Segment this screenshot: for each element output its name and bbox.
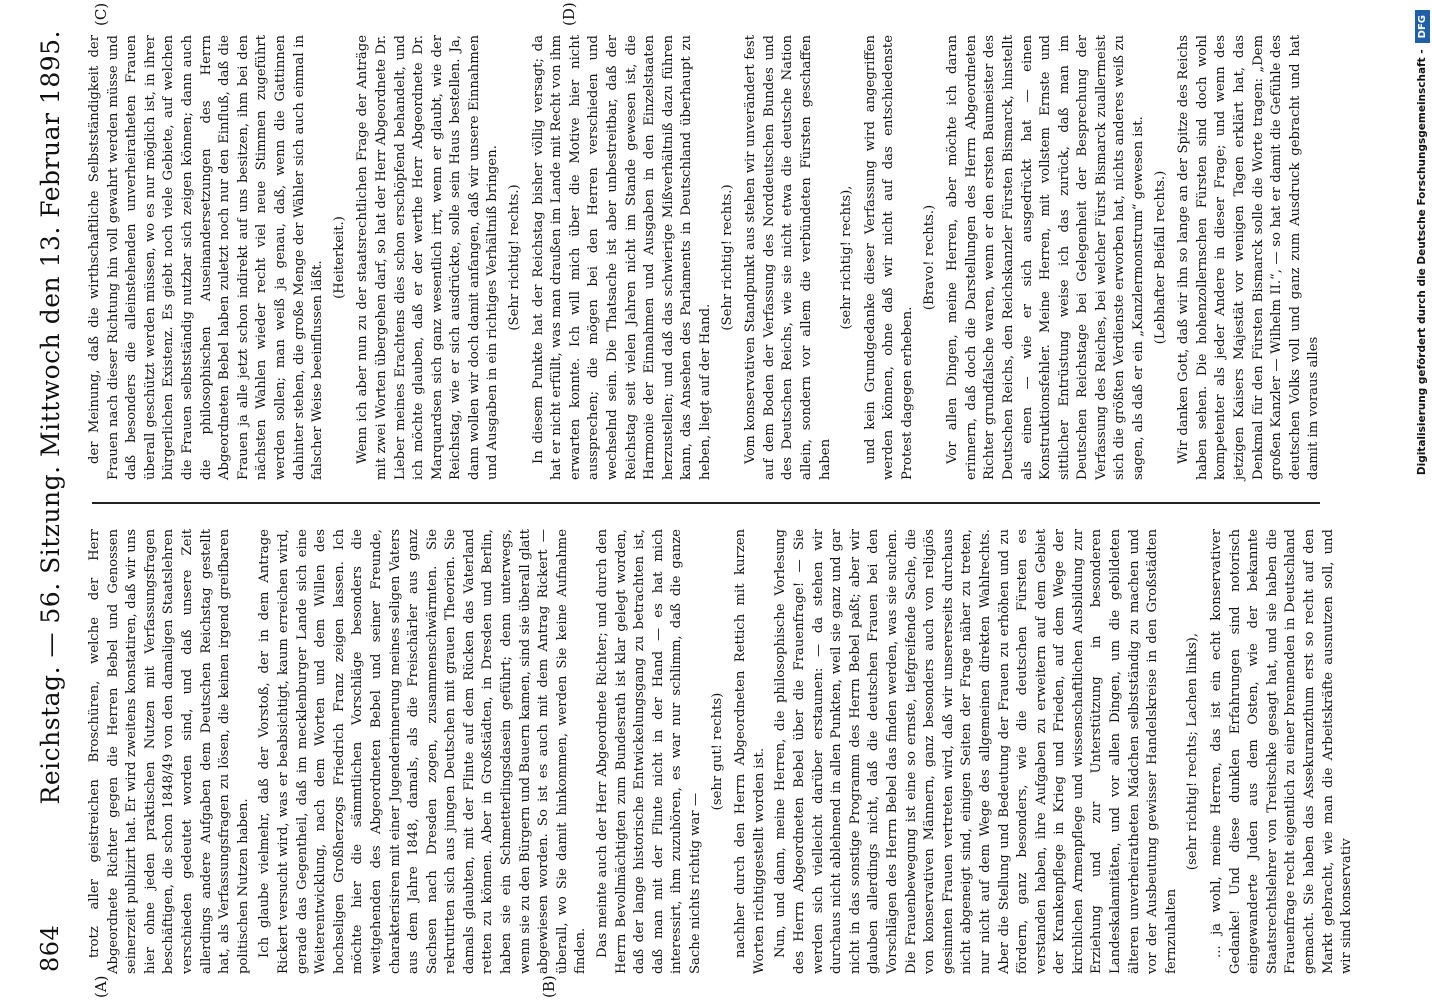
dfg-logo: DFG: [1415, 10, 1430, 43]
left-column: [86, 529, 1355, 974]
interjection: (Heiterkeit.): [331, 216, 347, 299]
session-title: Reichstag. — 56. Sitzung. Mittwoch den 13. Februar 1895.: [35, 30, 65, 805]
margin-marker-b: (B): [540, 975, 558, 998]
right-column: [86, 35, 1326, 480]
interjection: (Sehr richtig! rechts.): [719, 184, 735, 331]
page-header: [28, 30, 72, 972]
paragraph: nachher durch den Herrn Abgeordneten Rettich mit kurzen Worten richtiggestellt worden ist.: [733, 529, 767, 974]
digitization-credit: [1412, 10, 1432, 1000]
margin-marker-c: (C): [92, 2, 110, 26]
paragraph: Wir danken Gott, daß wir ihn so lange an der Spitze des Reichs haben sehen. Die hohenzollernschen Fürsten sind doch wohl kompetenter als jeder Andere in dieser Frage; und wenn des jetzigen Kaisers Majestät vor wenigen Tagen erklärt hat, das Denkmal für den Fürsten Bismarck solle die Worte tragen: „Dem großen Kanzler — Wilhelm II.“, — so hat er damit die Gefühle des deutschen Volks voll und ganz zum Ausdruck gebracht und hat damit im voraus alles: [1176, 35, 1322, 480]
paragraph: und kein Grundgedanke dieser Verfassung wird angegriffen werden können, ohne daß wir nicht auf das entschiedenste Protest dagegen erheben.: [862, 35, 915, 480]
margin-marker-a: (A): [92, 975, 110, 998]
paragraph: der Meinung, daß die wirthschaftliche Selbstständigkeit der Frauen nach dieser Richtung hin voll gewahrt werden müsse und daß besonders die alleinstehenden unverheiratheten Frauen überall geschützt werden müssen, wo es nur möglich ist, in ihrer bürgerlichen Existenz. Es giebt noch viele Gebiete, auf welchen die Frauen selbstständig nutzbar sich zeigen können; dann auch die philosophischen Auseinandersetzungen des Herrn Abgeordneten Bebel haben zuletzt noch nur den Einfluß, daß die Frauen ja alle jetzt schon indirekt auf uns besitzen, ihm bei den nächsten Wahlen wieder recht viel neue Stimmen zugeführt werden sollen; man weiß ja genau, daß, wenn die Gattinnen dahinter stehen, die große Menge der Wähler sich auch einmal in falscher Weise beeinflussen läßt.: [87, 35, 326, 480]
interjection: (Lebhafter Beifall rechts.): [1152, 170, 1168, 345]
interjection: (sehr richtig! rechts; Lachen links),: [1185, 632, 1201, 871]
paragraph: In diesem Punkte hat der Reichstag bisher völlig versagt; da hat er nicht erfüllt, was man draußen im Lande mit Recht von ihm erwarten konnte. Ich will mich über die Motive hier nicht aussprechen; die mögen bei den Herren verschieden und wechselnd sein. Die Thatsache ist aber unbestreitbar, daß der Reichstag seit vielen Jahren nicht im Stande gewesen ist, die Harmonie der Einnahmen und Ausgaben in den Einzelstaaten herzustellen; und daß das schwierige Mißverhältniß dazu führen kann, das Ansehen des Parlaments in Deutschland überhaupt zu heben, liegt auf der Hand.: [530, 35, 713, 480]
interjection: (Bravo! rechts.): [921, 204, 937, 311]
interjection: (sehr gut! rechts): [709, 692, 725, 811]
paragraph: Wenn ich aber nun zu der staatsrechtlichen Frage der Anträge mit zwei Worten übergehen darf, so hat der Herr Abgeordnete Dr. Lieber meines Erachtens dies schon erschöpfend behandelt, und ich möchte glauben, daß er der werthe Herr Abgeordnete Dr. Marquardsen sich ganz wesentlich irrt, wenn er glaubt, wie der Reichstag, wie er sich ausdrückte, solle sein Haus bestellen. Ja, dann wollen wir doch damit anfangen, daß wir unsere Einnahmen und Ausgaben in ein richtiges Verhältniß bringen.: [355, 35, 501, 480]
paragraph: trotz aller geistreichen Broschüren, welche der Herr Abgeordnete Richter gegen die Herren Bebel und Genossen seinerzeit publizirt hat. Er wird zweitens konstatiren, daß wir uns hier ohne jeden praktischen Nutzen mit Verfassungsfragen beschäftigen, die schon 1848/49 von den damaligen Staatslehren verschieden gedeutet worden sind, und daß unsere Zeit allerdings andere Aufgaben dem Deutschen Reichstag gestellt hat, als Verfassungsfragen zu lösen, die keinen irgend greifbaren politischen Nutzen haben.: [87, 529, 251, 974]
page-number: 864: [36, 924, 64, 972]
paragraph: ... ja wohl, meine Herren, das ist ein echt konservativer Gedanke! Und diese dunklen Erfahrungen sind notorisch eingewanderte Juden aus dem Osten, wie der bekannte Staatsrechtslehrer von Treitschke gesagt hat, und sie haben die Frauenfrage recht eigentlich zu einer brennenden in Deutschland gemacht. Sie haben das Assekuranzthum erst so recht auf den Markt gebracht, wie man die Arbeitskräfte ausnutzen soll, und wir sind konservativ: [1209, 529, 1355, 974]
interjection: (Sehr richtig! rechts.): [507, 184, 523, 331]
interjection: (sehr richtig! rechts),: [839, 185, 855, 330]
credit-text: Digitalisierung gefördert durch die Deutsche Forschungsgemeinschaft -: [1416, 49, 1428, 476]
paragraph: Das meinte auch der Herr Abgeordnete Richter; und durch den Herrn Bevollmächtigten zum Bundesrath ist klar gelegt worden, daß der lange historische Entwickelungsgang zu betrachten ist, daß man mit der Flinte nicht in der Hand — es hat mich interessirt, ihm zuzuhören, es war nur schlimm, daß die ganze Sache nichts richtig war —: [595, 529, 703, 974]
paragraph: Vom konservativen Standpunkt aus stehen wir unverändert fest auf dem Boden der Verfassung des Norddeutschen Bundes und des Deutschen Reichs, wie sie nicht etwa die deutsche Nation allein, sondern vor allem die verbündeten Fürsten geschaffen haben: [743, 35, 833, 480]
margin-marker-d: (D): [560, 2, 578, 26]
column-divider: [92, 502, 1320, 504]
paragraph: Vor allen Dingen, meine Herren, aber möchte ich daran erinnern, daß doch die Darstellungen des Herrn Abgeordneten Richter grundfalsche waren, wenn er den ersten Baumeister des Deutschen Reichs, den Reichskanzler Fürsten Bismarck, hinstellt als einen — wie er sich ausgedrückt hat — einen Konstruktionsfehler. Meine Herren, mit vollstem Ernste und sittlicher Entrüstung weise ich das zurück, daß man im Deutschen Reichstage bei Gelegenheit der Besprechung der Verfassung des Reiches, bei welcher Fürst Bismarck zuallermeist sich die größten Verdienste erworben hat, nichts anderes weiß zu sagen, als daß er ein „Kanzlermonstrum“ gewesen ist.: [945, 35, 1147, 480]
paragraph: Nun, und dann, meine Herren, die philosophische Vorlesung des Herrn Abgeordneten Bebel über die Frauenfrage! — Sie werden sich vielleicht darüber erstaunen: — da stehen wir durchaus nicht ablehnend in allen Punkten, weil sie ganz und gar nicht in das sonstige Programm des Herrn Bebel paßt; aber wir glauben allerdings nicht, daß die deutschen Frauen bei den Vorschlägen des Herrn Bebel das finden werden, was sie suchen. Die Frauenbewegung ist eine so ernste, tiefgreifende Sache, die von konservativen Männern, ganz besonders auch von religiös gesinnten Frauen vertreten wird, daß wir unsererseits durchaus nicht abgeneigt sind, einigen Seiten der Frage näher zu treten, nur nicht auf dem Wege des allgemeinen direkten Wahlrechts. Aber die Stellung und Bedeutung der Frauen zu erhöhen und zu fördern, ganz besonders, wie die deutschen Fürsten es verstanden haben, ihre Aufgaben zu erweitern auf dem Gebiet der Krankenpflege in Krieg und Frieden, auf dem Wege der kirchlichen Armenpflege und wissenschaftlichen Ausbildung zur Erziehung und zur Unterstützung in besonderen Landeskalamitäten, und vor allen Dingen, um die gebildeten älteren unverheiratheten Mädchen selbstständig zu machen und vor der Ausbeutung gewisser Handelskreise in den Großstädten fernzuhalten: [773, 529, 1179, 974]
paragraph: Ich glaube vielmehr, daß der Vorstoß, der in dem Antrage Rickert versucht wird, was er beabsichtigt, kaum erreichen wird, gerade das Gegentheil, daß im mecklenburger Lande sich eine Weiterentwicklung, nach dem Worten und dem Willen des hochseligen Großherzogs Friedrich Franz zeigen lassen. Ich möchte hier die sämmtlichen Vorschläge besonders die weitgehenden des Abgeordneten Bebel und seiner Freunde, charakterisiren mit einer Jugenderinnerung meines seligen Vaters aus dem Jahre 1848, damals, als die Freischärler aus ganz Sachsen nach Dresden zogen, zusammenschwärmten. Sie rekrutirten sich aus jungen Deutschen mit grauen Theorien. Sie damals glaubten, mit der Flinte auf dem Rücken das Vaterland retten zu können. Aber in Großstädten, in Dresden und Berlin, haben sie ein Schmetterlingsdasein geführt; denn unterwegs, wenn sie zu den Bürgern und Bauern kamen, sind sie überall glatt abgewiesen worden. So ist es auch mit dem Antrag Rickert — überall, wo Sie damit hinkommen, werden Sie keine Aufnahme finden.: [257, 529, 589, 974]
